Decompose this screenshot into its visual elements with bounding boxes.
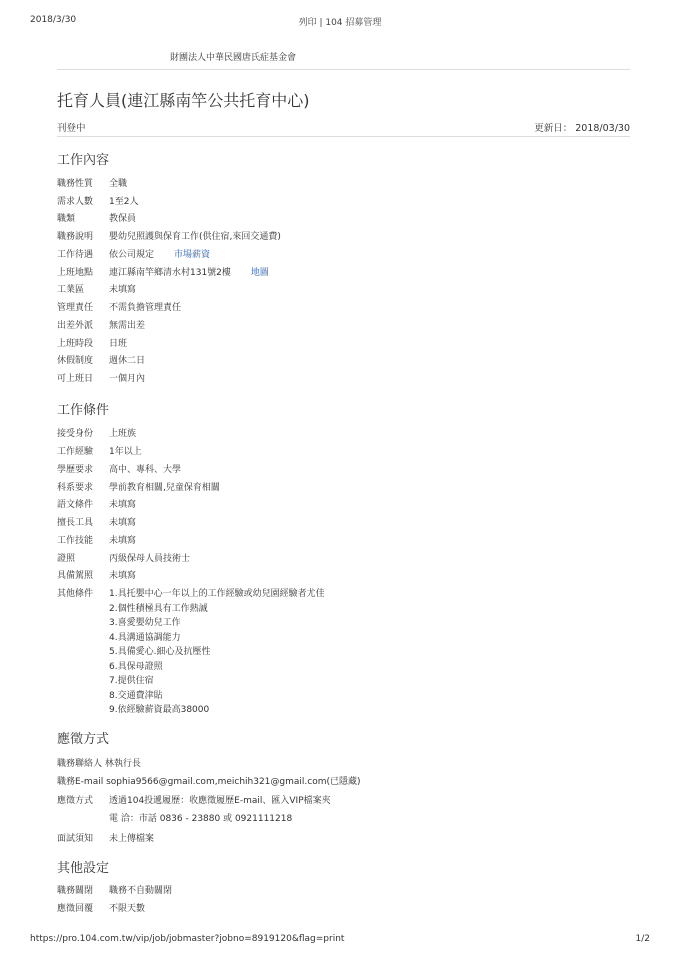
row-label: 語文條件 [57,500,94,510]
organization-name: 財團法人中華民國唐氏症基金會 [170,53,297,63]
list-item: 7.提供住宿 [109,676,154,686]
row-label: 職務關閉 [57,886,94,896]
info-row [57,372,145,386]
info-row [57,337,127,351]
row-label: 出差外派 [57,321,94,331]
row-label: 工作經驗 [57,447,94,457]
row-value: 學前教育相關,兒童保育相關 [109,483,220,493]
divider [57,136,630,137]
section-title-other-settings: 其他設定 [57,861,110,876]
row-label: 應徵方式 [57,796,94,806]
row-value: 不需負擔管理責任 [109,303,182,313]
row-label: 學歷要求 [57,465,94,475]
job-status: 刊登中 [57,123,86,134]
contact-person-row [57,756,141,769]
info-row [57,212,136,226]
other-conditions-list [109,587,325,718]
row-value: 1年以上 [109,447,142,457]
row-label: 接受身份 [57,429,94,439]
map-link[interactable]: 地圖 [250,268,269,278]
info-row [57,884,172,898]
row-label: 科系要求 [57,483,94,493]
row-label: 上班時段 [57,339,94,349]
row-label: 可上班日 [57,374,94,384]
row-value: 未填寫 [109,285,137,295]
info-row [57,354,145,368]
row-value: 不限天數 [109,904,146,914]
section-title-conditions: 工作條件 [57,403,110,418]
row-value: 教保員 [109,214,137,224]
row-value: 未填寫 [109,518,137,528]
info-row [57,427,136,441]
row-value: 連江縣南竿鄉清水村131號2樓 [109,268,231,278]
info-row [57,230,281,244]
row-label: 職務聯絡人 [57,759,103,769]
list-item: 4.具溝通協調能力 [109,632,181,643]
list-item: 3.喜愛嬰幼兒工作 [109,618,181,628]
list-item: 8.交通費津貼 [109,690,163,701]
row-label: 職務E-mail [57,777,104,787]
row-value: 職務不自動關閉 [109,886,173,896]
row-label: 上班地點 [57,268,94,278]
info-row [57,498,136,512]
updated-value: 2018/03/30 [575,123,630,134]
row-label: 管理責任 [57,303,94,313]
phone-row: 電 洽：市話 0836 - 23880 或 0921111218 [109,814,293,824]
apply-method-row [57,793,331,806]
row-label: 需求人數 [57,197,94,207]
divider [57,69,630,70]
row-value: 未上傳檔案 [109,834,155,844]
row-value: 高中、專科、大學 [109,465,182,475]
row-label: 應徵回覆 [57,904,94,914]
row-label: 休假制度 [57,356,94,366]
row-label: 工業區 [57,285,85,295]
row-value: 依公司規定 [109,250,155,260]
row-value: 一個月內 [109,374,146,384]
section-title-work-content: 工作內容 [57,153,110,168]
row-value: 週休二日 [109,356,146,366]
row-value: 透過104投遞履歷：收應徵履歷E-mail、匯入VIP檔案夾 [109,796,331,806]
print-footer-url: https://pro.104.com.tw/vip/job/jobmaster?jobno=8919120&flag=print [30,934,345,944]
page-number: 1/2 [635,934,650,944]
market-salary-link[interactable]: 市場薪資 [174,250,211,260]
print-date: 2018/3/30 [30,15,77,25]
row-label: 職務性質 [57,179,94,189]
info-row [57,319,145,333]
interview-row [57,831,154,844]
job-title: 托育人員(連江縣南竿公共托育中心) [57,91,310,110]
row-value: 林執行長 [104,759,141,769]
row-value: 全職 [109,179,128,189]
info-row [57,552,190,566]
row-value: 嬰幼兒照護與保育工作(供住宿,來回交通費) [109,232,281,242]
row-label: 職務說明 [57,232,94,242]
info-row [57,445,142,459]
list-item: 2.個性積極具有工作熱誠 [109,603,208,614]
updated-date [534,120,630,134]
row-label: 其他條件 [57,589,94,599]
info-row [57,534,136,548]
row-value: 日班 [109,339,128,349]
info-row [57,283,136,297]
row-value: sophia9566@gmail.com,meichih321@gmail.com(已隱藏) [106,777,361,787]
info-row [57,177,127,191]
row-value: 無需出差 [109,321,146,331]
row-label: 職類 [57,214,76,224]
row-label: 證照 [57,554,76,564]
contact-email-row [57,774,361,787]
info-row [57,516,136,530]
row-label: 工作待遇 [57,250,94,260]
row-value: 1至2人 [109,197,139,207]
print-header-title: 列印 | 104 招募管理 [298,18,382,28]
list-item: 5.具備愛心.細心及抗壓性 [109,647,211,657]
row-label: 面試須知 [57,834,94,844]
updated-label: 更新日： [534,123,573,134]
row-label: 具備駕照 [57,571,94,581]
info-row [57,463,181,477]
section-title-apply: 應徵方式 [57,732,110,747]
row-value: 未填寫 [109,571,137,581]
info-row [57,481,220,495]
row-value: 未填寫 [109,536,137,546]
info-row [57,248,210,262]
info-row [57,301,181,315]
row-label: 工作技能 [57,536,94,546]
info-row [57,266,269,280]
row-value: 上班族 [109,429,137,439]
other-conditions-label-row [57,587,109,601]
info-row [57,569,136,583]
list-item: 9.依經驗薪資最高38000 [109,705,210,715]
info-row [57,902,145,916]
info-row [57,195,138,209]
row-value: 未填寫 [109,500,137,510]
list-item: 6.具保母證照 [109,661,163,672]
list-item: 1.具托嬰中心一年以上的工作經驗或幼兒園經驗者尤佳 [109,589,325,599]
row-label: 擅長工具 [57,518,94,528]
row-value: 丙級保母人員技術士 [109,554,191,564]
